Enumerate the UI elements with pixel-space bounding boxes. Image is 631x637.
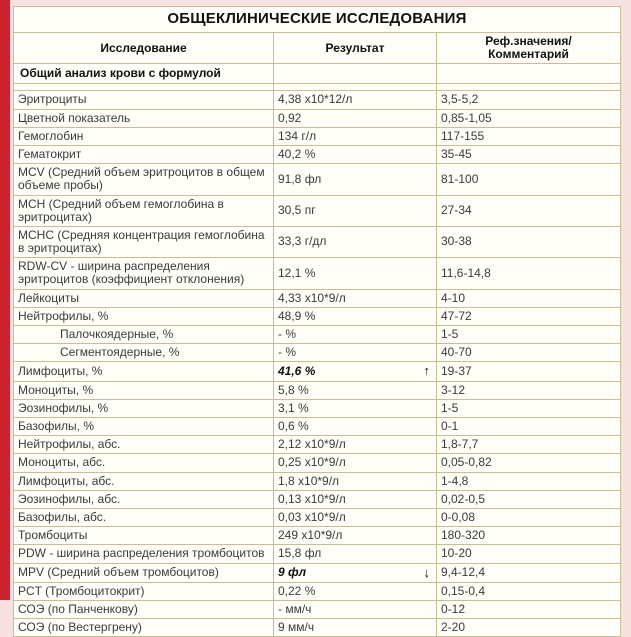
parameter-name-cell: СОЭ (по Вестергрену) [14,619,274,637]
reference-range-cell: 35-45 [437,145,621,163]
parameter-name-cell: MPV (Средний объем тромбоцитов) [14,563,274,582]
section-empty-result [274,64,437,84]
table-row [14,307,621,325]
result-value: 30,5 пг [278,203,316,218]
parameter-name-cell: Гемоглобин [14,127,274,145]
table-row [14,619,621,637]
parameter-name-cell: MCV (Средний объем эритроцитов в общем объеме пробы) [14,164,274,195]
result-value: 12,1 % [278,265,316,280]
column-header-test: Исследование [14,33,274,64]
table-row [14,258,621,289]
table-row [14,344,621,362]
result-cell [274,418,437,436]
result-cell [274,91,437,109]
result-cell [274,472,437,490]
result-value: 134 г/л [278,128,317,143]
reference-range-cell: 2-20 [437,619,621,637]
result-value: 41,6 % [278,363,316,378]
table-row [14,418,621,436]
parameter-name-cell: Лимфоциты, % [14,362,274,381]
reference-range-cell: 1-4,8 [437,472,621,490]
report-title-row [14,7,621,33]
table-row [14,362,621,381]
table-row [14,436,621,454]
reference-header-line1: Реф.значения/ [485,34,572,48]
reference-range-cell: 1-5 [437,326,621,344]
reference-range-cell: 0,02-0,5 [437,490,621,508]
table-row [14,472,621,490]
reference-range-cell: 3,5-5,2 [437,91,621,109]
result-cell [274,619,437,637]
result-value: 4,38 х10*12/л [278,92,353,107]
reference-range-cell: 30-38 [437,226,621,257]
result-cell [274,307,437,325]
reference-range-cell: 3-12 [437,381,621,399]
result-value: - % [278,345,296,360]
reference-header-line2: Комментарий [488,47,569,62]
reference-range-cell: 0-12 [437,601,621,619]
reference-range-cell: 0,85-1,05 [437,109,621,127]
reference-range-cell: 40-70 [437,344,621,362]
parameter-name-cell: Лейкоциты [14,289,274,307]
reference-range-cell: 1,8-7,7 [437,436,621,454]
lab-report-table-container [13,6,620,637]
report-title: ОБЩЕКЛИНИЧЕСКИЕ ИССЛЕДОВАНИЯ [14,7,621,33]
parameter-name-cell: PDW - ширина распределения тромбоцитов [14,545,274,563]
result-cell [274,326,437,344]
parameter-name-cell: Нейтрофилы, абс. [14,436,274,454]
parameter-name-cell: Палочкоядерные, % [14,326,274,344]
reference-range-cell: 11,6-14,8 [437,258,621,289]
result-cell [274,490,437,508]
table-row [14,195,621,226]
left-accent-stripe [0,0,10,600]
table-row [14,326,621,344]
parameter-name-cell: СОЭ (по Панченкову) [14,601,274,619]
result-cell [274,344,437,362]
result-cell [274,399,437,417]
reference-range-cell: 19-37 [437,362,621,381]
table-row [14,381,621,399]
result-value: 3,1 % [278,400,309,415]
result-value: 1,8 х10*9/л [278,473,340,488]
result-cell [274,601,437,619]
result-cell [274,545,437,563]
result-value: 0,03 х10*9/л [278,509,346,524]
result-cell [274,258,437,289]
result-value: - мм/ч [278,602,312,617]
table-row [14,527,621,545]
table-row [14,109,621,127]
result-cell [274,454,437,472]
reference-range-cell: 0,05-0,82 [437,454,621,472]
reference-range-cell: 1-5 [437,399,621,417]
table-row [14,490,621,508]
result-cell [274,527,437,545]
reference-range-cell: 0-0,08 [437,508,621,526]
column-header-row [14,33,621,64]
table-row [14,399,621,417]
column-header-result: Результат [274,33,437,64]
result-cell [274,109,437,127]
result-value: 0,6 % [278,419,309,434]
result-value: 0,92 [278,110,302,125]
reference-range-cell: 4-10 [437,289,621,307]
result-cell [274,145,437,163]
table-row [14,563,621,582]
table-row [14,145,621,163]
result-value: 0,25 х10*9/л [278,455,346,470]
parameter-name-cell: Эозинофилы, абс. [14,490,274,508]
parameter-name-cell: Лимфоциты, абс. [14,472,274,490]
section-header-row [14,64,621,84]
parameter-name-cell: Тромбоциты [14,527,274,545]
result-cell [274,289,437,307]
result-cell [274,582,437,600]
reference-range-cell: 47-72 [437,307,621,325]
section-empty-reference [437,64,621,84]
table-row [14,226,621,257]
result-cell [274,226,437,257]
column-header-reference [437,33,621,64]
arrow-up-icon: ↑ [423,363,430,379]
reference-range-cell: 0-1 [437,418,621,436]
result-value: 33,3 г/дл [278,234,327,249]
reference-range-cell: 10-20 [437,545,621,563]
table-row [14,582,621,600]
table-row [14,545,621,563]
result-value: 91,8 фл [278,171,322,186]
reference-range-cell: 117-155 [437,127,621,145]
result-value: - % [278,327,296,341]
parameter-name-cell: Базофилы, % [14,418,274,436]
result-cell [274,164,437,195]
result-value: 0,22 % [278,583,316,598]
reference-range-cell: 9,4-12,4 [437,563,621,582]
result-value: 9 мм/ч [278,620,315,635]
parameter-name-cell: Цветной показатель [14,109,274,127]
table-row [14,91,621,109]
parameter-name-cell: MCH (Средний объем гемоглобина в эритроцитах) [14,195,274,226]
parameter-name-cell: Базофилы, абс. [14,508,274,526]
result-cell [274,381,437,399]
reference-range-cell: 81-100 [437,164,621,195]
result-value: 40,2 % [278,146,316,161]
lab-results-table [13,6,621,637]
parameter-name-cell: Нейтрофилы, % [14,307,274,325]
parameter-name-cell: Моноциты, абс. [14,454,274,472]
parameter-name-cell: PCT (Тромбоцитокрит) [14,582,274,600]
table-row [14,127,621,145]
result-cell [274,508,437,526]
reference-range-cell: 27-34 [437,195,621,226]
parameter-name-cell: Гематокрит [14,145,274,163]
section-title: Общий анализ крови с формулой [14,64,274,84]
table-row [14,601,621,619]
spacer-row [14,84,621,91]
reference-range-cell: 180-320 [437,527,621,545]
result-value: 0,13 х10*9/л [278,491,346,506]
parameter-name-cell: RDW-CV - ширина распределения эритроцитов (коэффициент отклонения) [14,258,274,289]
table-row [14,289,621,307]
parameter-name-cell: Эозинофилы, % [14,399,274,417]
parameter-name-cell: Моноциты, % [14,381,274,399]
result-cell [274,127,437,145]
result-cell [274,195,437,226]
table-row [14,164,621,195]
parameter-name-cell: MCHC (Средняя концентрация гемоглобина в эритроцитах) [14,226,274,257]
parameter-name-cell: Эритроциты [14,91,274,109]
arrow-down-icon: ↓ [423,564,430,580]
result-cell [274,436,437,454]
table-row [14,508,621,526]
result-value: 48,9 % [278,308,316,323]
table-row [14,454,621,472]
result-value: 2,12 х10*9/л [278,437,346,452]
parameter-name-cell: Сегментоядерные, % [14,344,274,362]
result-value: 5,8 % [278,382,309,397]
result-cell [274,563,437,582]
result-value: 15,8 фл [278,546,322,561]
result-value: 9 фл [278,565,307,580]
result-value: 249 х10*9/л [278,528,343,543]
result-value: 4,33 х10*9/л [278,290,346,305]
reference-range-cell: 0,15-0,4 [437,582,621,600]
result-cell [274,362,437,381]
